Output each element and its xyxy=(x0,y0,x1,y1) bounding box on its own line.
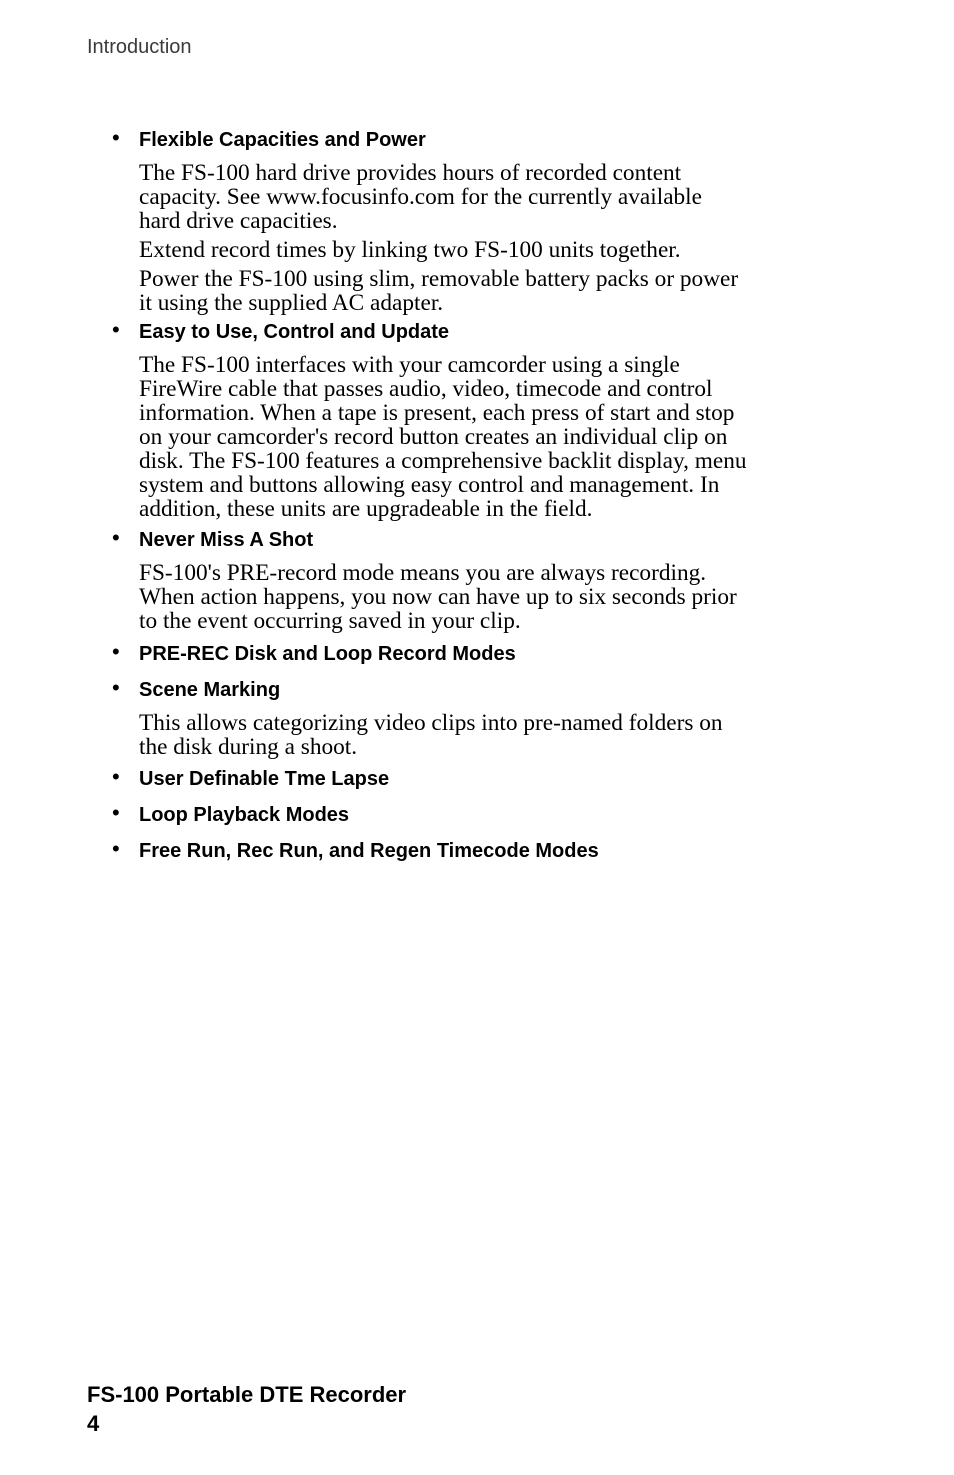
feature-heading: Free Run, Rec Run, and Regen Timecode Modes xyxy=(139,840,599,862)
feature-heading-row xyxy=(0,802,954,828)
bullet-icon: • xyxy=(112,525,120,550)
bullet-icon: • xyxy=(112,639,120,664)
bullet-icon: • xyxy=(112,317,120,342)
feature-item xyxy=(0,677,954,759)
page-number: 4 xyxy=(87,1411,100,1436)
bullet-icon: • xyxy=(112,836,120,861)
feature-item xyxy=(0,319,954,521)
footer-title: FS-100 Portable DTE Recorder xyxy=(87,1382,407,1407)
feature-item xyxy=(0,527,954,633)
bullet-icon: • xyxy=(112,764,120,789)
feature-paragraph: This allows categorizing video clips into pre-named folders on the disk during a shoot. xyxy=(139,710,723,760)
feature-paragraph: Extend record times by linking two FS-100 units together. xyxy=(139,237,681,263)
feature-paragraph: The FS-100 interfaces with your camcorder using a single FireWire cable that passes audio, video, timecode and control information. When a tape is present, each press of start and stop on your camcorder's record button creates an individual clip on disk. The FS-100 features a comprehensive backlit display, menu system and buttons allowing easy control and management. In addition, these units are upgradeable in the field. xyxy=(139,352,747,522)
feature-heading: Scene Marking xyxy=(139,679,281,701)
bullet-icon: • xyxy=(112,125,120,150)
feature-heading: Easy to Use, Control and Update xyxy=(139,321,450,343)
feature-heading-row xyxy=(0,766,954,792)
bullet-icon: • xyxy=(112,675,120,700)
bullet-icon: • xyxy=(112,800,120,825)
running-header: Introduction xyxy=(87,36,192,58)
feature-heading: Never Miss A Shot xyxy=(139,529,314,551)
feature-heading: Loop Playback Modes xyxy=(139,804,350,826)
feature-paragraph: FS-100's PRE-record mode means you are always recording. When action happens, you now can have up to six seconds prior to the event occurring saved in your clip. xyxy=(139,560,737,634)
feature-item xyxy=(0,838,954,864)
feature-item xyxy=(0,127,954,315)
feature-item xyxy=(0,766,954,792)
feature-heading: Flexible Capacities and Power xyxy=(139,129,426,151)
feature-heading-row xyxy=(0,641,954,667)
feature-paragraph: Power the FS-100 using slim, removable battery packs or power it using the supplied AC adapter. xyxy=(139,266,739,316)
feature-item xyxy=(0,641,954,667)
feature-heading: PRE-REC Disk and Loop Record Modes xyxy=(139,643,516,665)
feature-heading-row xyxy=(0,527,954,553)
feature-heading-row xyxy=(0,319,954,345)
feature-heading-row xyxy=(0,127,954,153)
feature-paragraph: The FS-100 hard drive provides hours of recorded content capacity. See www.focusinfo.com for the currently available hard drive capacities. xyxy=(139,160,702,234)
feature-item xyxy=(0,802,954,828)
feature-heading-row xyxy=(0,838,954,864)
feature-heading-row xyxy=(0,677,954,703)
feature-heading: User Definable Tme Lapse xyxy=(139,768,390,790)
